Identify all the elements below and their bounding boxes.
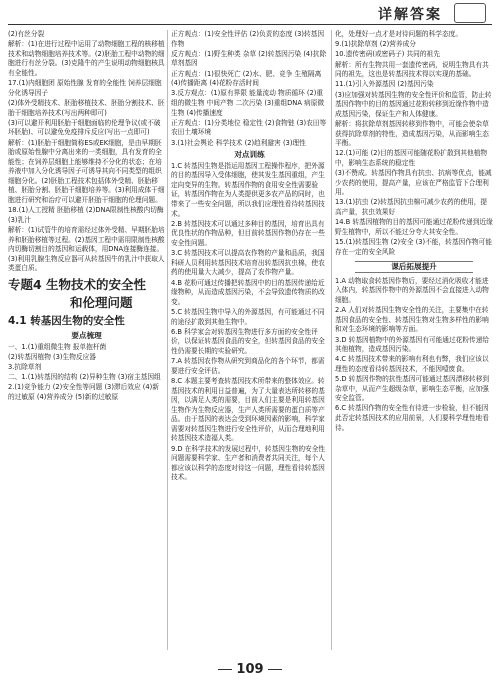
page-footer xyxy=(0,658,500,677)
header-deco-icon xyxy=(454,3,486,23)
answer-paragraph: 3.C 转基因技术可以提高农作物的产量和品质，我国科研人员利用转基因技术培育出转基因抗虫棉，使农药的使用量大大减少，提高了农作物产量。 xyxy=(171,249,325,277)
answer-paragraph: 1.A 动物取食转基因作物后，要经过消化吸收才能进入体内，转基因作物中的外源基因不会直接进入动物细胞。 xyxy=(335,276,489,304)
page-header xyxy=(0,0,500,26)
answer-paragraph: 12.(1)可能 (2)目的基因可能随花粉扩散到其他植物中，影响生态系统的稳定性 xyxy=(335,149,488,167)
answer-paragraph: 一、1.(1)重组微生物 报单抱杆菌 xyxy=(8,342,107,351)
answer-paragraph: 1.C 转基因生物是指运用基因工程操作程序，把外源的目的基因导入受体细胞，使其发生基因重组，产生定向变异的生物。转基因作物的食用安全性需要验证，转基因作物在为人类提供更多农产品的同时，也带来了一些安全问题，所以我们应理性看待转基因技术。 xyxy=(171,161,325,218)
answer-paragraph: 2.(1)竞争能力 (2)安全性等问题 (3)滞后效应 (4)新的过敏原 (4)营养成分 (5)新的过敏原 xyxy=(8,383,159,401)
answer-paragraph: 解析：将抗除草剂基因转移到作物中，可能会使杂草获得抗除草剂的特性，造成基因污染，从而影响生态平衡。 xyxy=(335,119,489,148)
answer-paragraph: (2)转基因植物 (3)生物反应器 xyxy=(8,352,96,361)
answer-paragraph: 9.(1)抗除草剂 (2)营养成分 xyxy=(335,40,416,49)
block-title: 要点梳理 xyxy=(71,331,102,340)
page-number: 109 xyxy=(214,662,285,677)
answer-paragraph: 3.抗除草剂 xyxy=(8,362,42,371)
answer-paragraph: (3)应加强对转基因生物的安全性评价和监管，防止转基因作物中的目的基因通过花粉转移到近缘作物中造成基因污染，保证生产和人体健康。 xyxy=(335,90,492,118)
answer-paragraph: 9.D 在科学技术的发展过程中，转基因生物的安全性问题需要科学家、生产者和消费者共同关注，每个人都应该以科学的态度对待这一问题，理性看待转基因技术。 xyxy=(171,444,326,482)
answer-paragraph: 17.(1)内细胞团 原始性腺 发育的全能性 饲养层细胞 分化诱导因子 xyxy=(8,79,162,97)
header-rule xyxy=(8,24,492,25)
answer-paragraph: 14.B 转基因植物的目的基因可能通过花粉传递到近缘野生植物中，所以不能过分夸大其安全性。 xyxy=(335,218,493,236)
answer-paragraph: 13.(1)抗虫 (2)转基因抗虫棉可减少农药的使用，提高产量，抗虫效果好 xyxy=(335,198,488,217)
answer-paragraph: 10.遗传密码(或密码子) 共同的祖先 xyxy=(335,50,440,59)
answer-paragraph: (2)体外受精技术、胚胎移植技术、胚胎分割技术、胚胎干细胞培养技术(写出两种即可) xyxy=(8,98,165,117)
answer-paragraph: 8.C 本题主要考查转基因技术所带来的整体效应。转基因技术的利用日益普遍，为了大量表达所转移的基因，以满足人类的需要，目前人们主要是利用转基因生物作为生物反应器，生产人类所需要的蛋白质等产品。由于基因的表达会受到环境因素的影响，科学家需要对转基因生物进行安全性评价，从而合理地利用转基因技术造福人类。 xyxy=(171,376,325,443)
answer-paragraph: 5.D 转基因作物的抗性基因可能通过基因漂移转移到杂草中，从而产生超级杂草，影响生态平衡，应加强安全监管。 xyxy=(335,375,490,403)
answer-paragraph: 2.B 转基因技术可以通过多种目的基因，培育出具有优良性状的作物品种，但目前转基因作物仍存在一些安全性问题。 xyxy=(171,219,325,248)
answer-paragraph: 反方观点：(1)野生种类 杂草 (2)转基因污染 (4)抗除草剂基因 xyxy=(171,49,327,68)
answer-paragraph: 正方观点：(1)安全性评估 (2)负责的态度 (3)转基因作物 xyxy=(171,30,325,48)
answer-paragraph: 3.D 转基因植物中的外源基因有可能通过花粉传递给其他植物，造成基因污染。 xyxy=(335,335,490,354)
column-divider xyxy=(331,30,332,650)
answer-paragraph: (3)不赞成。转基因作物具有抗虫、抗病等优点，能减少农药的使用，提高产量，应该在严格监管下合理利用。 xyxy=(335,169,492,197)
section-title: 4.1 转基因生物的安全性 xyxy=(8,315,125,327)
answer-paragraph: 3.反方观点：(1)原有界限 能量流动 物质循环 (2)重组的微生物 中间产物 二次污染 (3)重组DNA 病原微生物 (4)传播速度 xyxy=(171,89,325,117)
answer-paragraph: 15.(1)转基因生物 (2)安全 (3)不能，转基因作物可能存在一定的安全风险 xyxy=(335,238,492,256)
answer-paragraph: 6.B 科学家会对转基因生物进行多方面的安全性评价，以保证转基因食品的安全，但转基因食品的安全性仍需要长期的实验研究。 xyxy=(171,327,325,355)
answer-paragraph: 4.C 转基因技术带来的影响有利也有弊，我们应该以理性的态度看待转基因技术，不能因噎废食。 xyxy=(335,355,489,373)
answer-paragraph: 4.B 花粉可通过传播把转基因中的目的基因传递给近缘物种，从而造成基因污染，不会导致遗传物质的改变。 xyxy=(171,278,325,306)
answer-paragraph: 化，处理好一点才是对待问题的科学态度。 xyxy=(335,30,463,38)
watermark-logo xyxy=(434,645,494,685)
header-title: 详解答案 xyxy=(378,7,442,23)
answer-paragraph: 解析：(1)胚胎干细胞简称ES或EK细胞，是由早期胚胎或原始性腺中分离出来的一类细胞，具有发育的全能性；在饲养层细胞上能够维持不分化的状态；在培养液中加入分化诱导因子可诱导其向不同类型的组织细胞分化。(2)胚胎工程技术包括体外受精、胚胎移植、胚胎分割、胚胎干细胞培养等。(3)利用成体干细胞进行研究和治疗可以避开胚胎干细胞的伦理问题。 xyxy=(8,138,165,205)
answer-paragraph: 正方观点：(1)很快死亡 (2)水、肥、竞争 生殖隔离 (4)传播距离 (4)花粉存活时间 xyxy=(171,69,322,88)
answer-paragraph: (2)有丝分裂 xyxy=(8,30,45,38)
answer-paragraph: 7.A 转基因农作物从研究到商品化的各个环节，都需要进行安全评估。 xyxy=(171,357,325,375)
answer-paragraph: 18.(1)人工授精 胚胎移植 (2)DNA限制性核酸内切酶 (3)乳汁 xyxy=(8,206,164,224)
answer-paragraph: 解析：所有生物共用一套遗传密码，说明生物具有共同的祖先，这也是转基因技术得以实现的基础。 xyxy=(335,60,489,79)
answer-paragraph: 3.(1)社会舆论 科学技术 (2)趋利避害 (3)理性 xyxy=(171,138,306,147)
answer-paragraph: 解析：(1)试管牛的培育需经过体外受精、早期胚胎培养和胚胎移植等过程。(2)基因工程中需用限制性核酸内切酶切割目的基因和运载体，用DNA连接酶连接。(3)利用乳腺生物反应器可从转基因牛的乳汁中获取人类蛋白质。 xyxy=(8,226,165,273)
answer-paragraph: 二、1.(1)转基因的结构 (2)异种生物 (3)宿主基因组 xyxy=(8,373,161,382)
answer-paragraph: 解析：(1)在进行过程中运用了动物细胞工程的核移植技术和动物细胞培养技术等。(2)胚胎工程中动物的细胞进行有丝分裂。(3)克隆牛的产生说明动物细胞核具有全能性。 xyxy=(8,40,165,77)
answer-paragraph: (3)可以避开利用胚胎干细胞面临的伦理争议(或不破坏胚胎)、可以避免免疫排斥反应(写出一点即可) xyxy=(8,118,161,137)
column-middle xyxy=(171,30,328,650)
answer-paragraph: 5.C 转基因生物中导入的外源基因，有可能通过不同的途径扩散到其他生物中。 xyxy=(171,307,325,326)
answer-paragraph: 11.(1)引入外源基因 (2)基因污染 xyxy=(335,80,434,89)
column-divider xyxy=(167,30,168,650)
answer-paragraph: 正方观点：(1)分类地位 稳定性 (2)食物链 (3)农田等 农田土壤环境 xyxy=(171,118,327,137)
answer-paragraph: 6.C 转基因作物的安全性有待进一步检验，但不能因此否定转基因技术的应用前景，人们要科学理性地看待。 xyxy=(335,404,489,432)
chapter-heading xyxy=(8,277,165,311)
chapter-subtitle: 和伦理问题 xyxy=(70,295,133,310)
chapter-title: 专题4 生物技术的安全性 xyxy=(8,277,147,292)
block-title: 对点训练 xyxy=(234,150,265,160)
block-title: 课后拓展提升 xyxy=(355,261,473,273)
column-left xyxy=(8,30,165,650)
column-right xyxy=(335,30,493,650)
answer-paragraph: 2.A 人们对转基因生物安全性的关注，主要集中在转基因食品的安全性、转基因生物对生物多样性的影响和对生态环境的影响等方面。 xyxy=(335,306,489,334)
